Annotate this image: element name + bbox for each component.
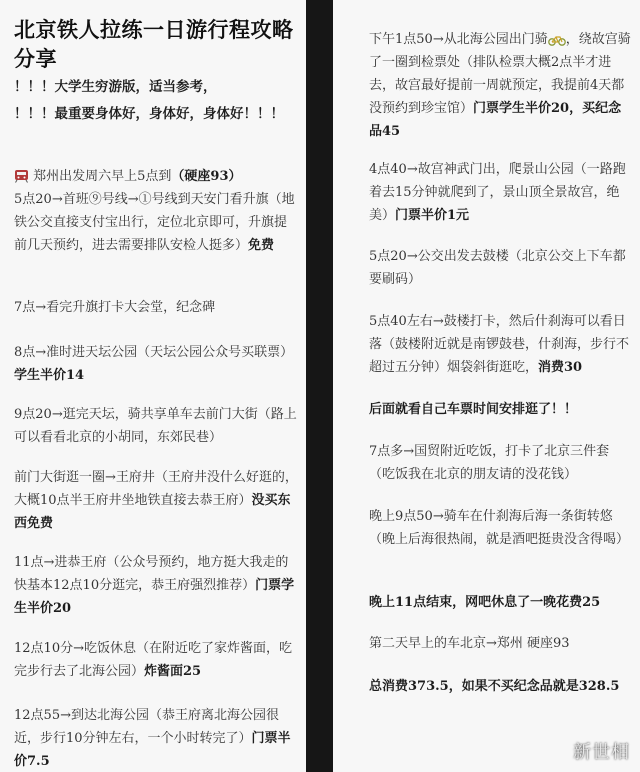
- item-text: 12点10分→吃饭休息（在附近吃了家炸酱面，吃完步行去了北海公园）: [14, 641, 292, 679]
- item-cost: 门票半价1元: [395, 208, 470, 223]
- item-text: 第二天早上的车北京→郑州 硬座93: [369, 636, 570, 651]
- itinerary-item: [369, 310, 631, 379]
- item-cost: 门票学生半价20，买纪念品45: [369, 101, 622, 139]
- watermark: 新世相: [573, 742, 630, 763]
- itinerary-item: [14, 341, 298, 387]
- itinerary-item: [369, 245, 631, 291]
- item-text: 下午1点50→从北海公园出门骑: [369, 32, 548, 47]
- item-cost: 学生半价14: [14, 368, 85, 383]
- item-text: 5点40左右→鼓楼打卡，然后什刹海可以看日落（鼓楼附近就是南锣鼓巷，什刹海，步行不超过五分钟）烟袋斜街逛吃，: [369, 314, 630, 375]
- train-icon: [14, 169, 29, 183]
- itinerary-item: [14, 637, 298, 683]
- page-title: 北京铁人拉练一日游行程攻略分享: [14, 17, 294, 71]
- itinerary-item: [369, 158, 631, 227]
- item-text: 前门大街逛一圈→王府井（王府井没什么好逛的，大概10点半王府井坐地铁直接去恭王府）: [14, 470, 298, 508]
- item-text: 7点→看完升旗打卡大会堂，纪念碑: [14, 300, 216, 315]
- itinerary-item: [369, 398, 631, 421]
- intro-text: [14, 74, 298, 128]
- item-text: 郑州出发周六早上5点到: [33, 169, 172, 184]
- left-column: [0, 0, 306, 772]
- item-text: 8点→准时进天坛公园（天坛公园公众号买联票）: [14, 345, 294, 360]
- itinerary-item: [14, 403, 298, 449]
- item-cost: 免费: [248, 238, 275, 253]
- itinerary-item: [14, 466, 298, 535]
- item-cost: 炸酱面25: [144, 664, 202, 679]
- right-column: [333, 0, 640, 772]
- item-text-2: ，绕故宫骑了一圈到检票处（排队检票大概2点半才进去，故宫最好提前一周就预定，我提前4天都没预约到珍宝馆）: [369, 32, 631, 116]
- item-text: 晚上9点50→骑车在什刹海后海一条街转悠（晚上后海很热闹，就是酒吧挺贵没含得喝）: [369, 509, 630, 547]
- item-cost: 没买东西免费: [14, 493, 291, 531]
- itinerary-item: [369, 675, 631, 698]
- item-text: 5点20→首班⑨号线→①号线到天安门看升旗（地铁公交直接支付宝出行，定位北京即可，升旗提前几天预约，进去需要排队安检人挺多）: [14, 192, 295, 253]
- item-text: 5点20→公交出发去鼓楼（北京公交上下车都要刷码）: [369, 249, 626, 287]
- item-text: 11点→进恭王府（公众号预约，地方挺大我走的快基本12点10分逛完，恭王府强烈推荐）: [14, 555, 289, 593]
- item-text: 9点20→逛完天坛，骑共享单车去前门大街（路上可以看看北京的小胡同，东郊民巷）: [14, 407, 297, 445]
- itinerary-item: [14, 188, 298, 257]
- itinerary-item: [369, 505, 631, 551]
- column-divider: [306, 0, 333, 772]
- itinerary-item: [369, 28, 631, 143]
- item-cost: 消费30: [538, 360, 583, 375]
- itinerary-item: [369, 591, 631, 614]
- itinerary-item: [14, 551, 298, 620]
- item-cost: 总消费373.5，如果不买纪念品就是328.5: [369, 679, 620, 694]
- item-cost: （硬座93）: [171, 169, 242, 184]
- itinerary-item: [14, 296, 298, 319]
- itinerary-item: [14, 704, 298, 772]
- itinerary-item: [369, 440, 631, 486]
- item-cost: 门票半价7.5: [14, 731, 291, 769]
- itinerary-item: [369, 632, 631, 655]
- item-text: 7点多→国贸附近吃饭，打卡了北京三件套（吃饭我在北京的朋友请的没花钱）: [369, 444, 610, 482]
- itinerary-item: [14, 165, 298, 188]
- item-cost: 晚上11点结束，网吧休息了一晚花费25: [369, 595, 601, 610]
- bicycle-icon: [548, 34, 566, 46]
- item-text: 12点55→到达北海公园（恭王府离北海公园很近，步行10分钟左右，一个小时转完了）: [14, 708, 279, 746]
- intro-line-1: ！！！大学生穷游版，适当参考，: [14, 79, 217, 95]
- intro-line-2: ！！！最重要身体好，身体好，身体好！！！: [14, 106, 284, 122]
- item-text: 4点40→故宫神武门出，爬景山公园（一路跑着去15分钟就爬到了，景山顶全景故宫，绝美）: [369, 162, 626, 223]
- item-cost: 后面就看自己车票时间安排逛了！！: [369, 402, 578, 417]
- item-cost: 门票学生半价20: [14, 578, 295, 616]
